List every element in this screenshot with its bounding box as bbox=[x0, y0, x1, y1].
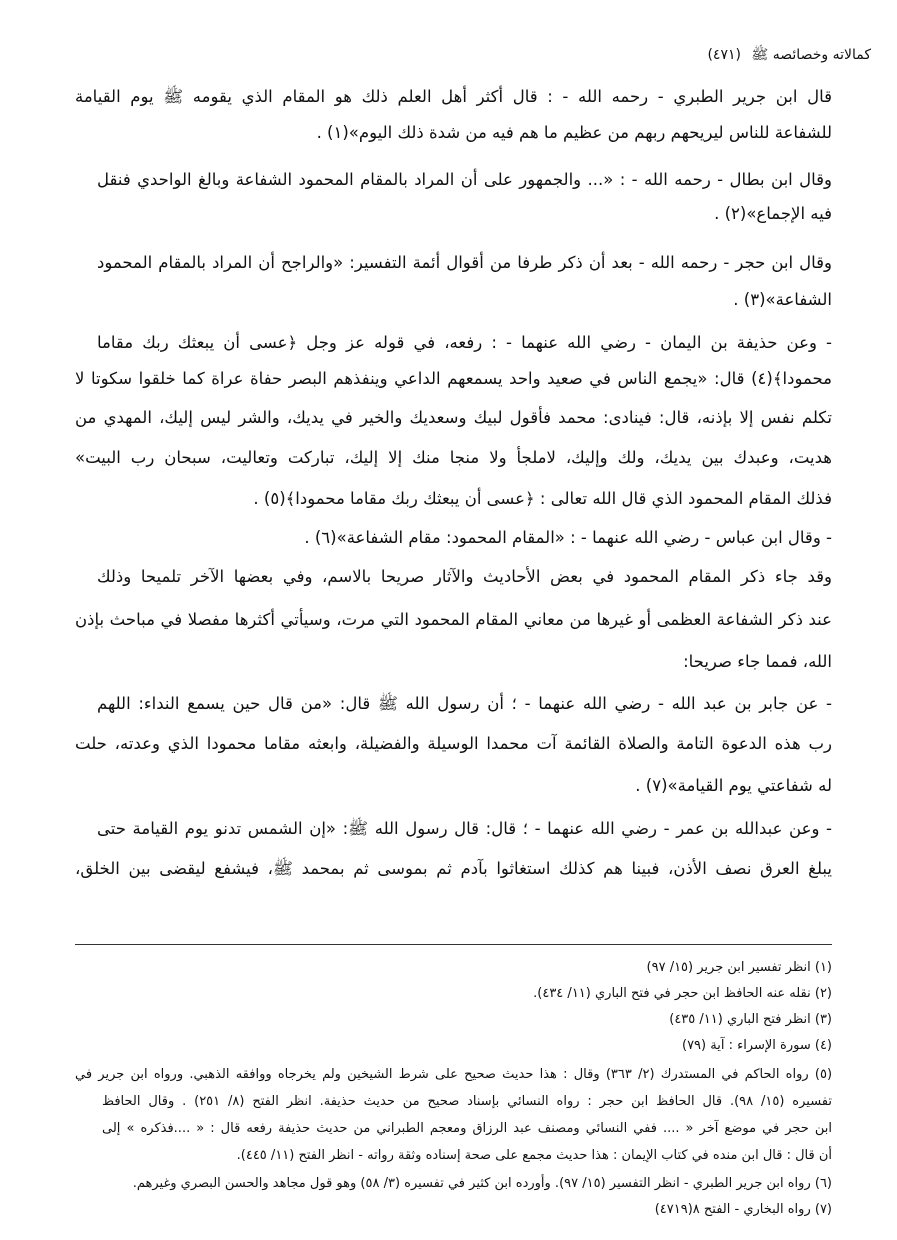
body-line: الله، فمما جاء صريحا: bbox=[683, 652, 832, 671]
footnote: (٦) رواه ابن جرير الطبري - انظر التفسير (١٥/ ٩٧). وأورده ابن كثير في تفسيره (٣/ ٥٨) وهو قول مجاهد والحسن البصري وغيرهم. bbox=[132, 1176, 832, 1191]
body-line: - عن جابر بن عبد الله - رضي الله عنهما - ؛ أن رسول الله ﷺ قال: «من قال حين يسمع النداء: اللهم bbox=[97, 694, 832, 713]
footnote: (٣) انظر فتح الباري (١١/ ٤٣٥) bbox=[669, 1012, 832, 1027]
body-line: وقد جاء ذكر المقام المحمود في بعض الأحاديث والآثار صريحا بالاسم، وفي بعضها الآخر تلميحا وذلك bbox=[97, 567, 832, 586]
body-line: يبلغ العرق نصف الأذن، فبينا هم كذلك استغاثوا بآدم ثم بموسى ثم بمحمد ﷺ، فيشفع ليقضى بين الخلق، bbox=[75, 859, 832, 878]
body-line: محمودا﴾(٤) قال: «يجمع الناس في صعيد واحد يسمعهم الداعي وينفذهم البصر حفاة عراة كما خلقوا سكوتا لا bbox=[75, 369, 832, 388]
body-line: فذلك المقام المحمود الذي قال الله تعالى : ﴿عسى أن يبعثك ربك مقاما محمودا﴾(٥) . bbox=[253, 489, 832, 508]
body-line: وقال ابن بطال - رحمه الله - : «... والجمهور على أن المراد بالمقام المحمود الشفاعة وبالغ الواحدي فنقل bbox=[97, 170, 832, 189]
footnote: (٧) رواه البخاري - الفتح ٨(٤٧١٩) bbox=[654, 1202, 832, 1217]
body-line: وقال ابن حجر - رحمه الله - بعد أن ذكر طرفا من أقوال أئمة التفسير: «والراجح أن المراد بالمقام المحمود bbox=[97, 253, 832, 272]
footnote: (٤) سورة الإسراء : آية (٧٩) bbox=[681, 1038, 832, 1053]
page-number: (٤٧١) bbox=[707, 47, 741, 63]
footnote-separator bbox=[75, 944, 832, 945]
body-line: هديت، وعبدك بين يديك، ولك وإليك، لاملجأ ولا منجا منك إلا إليك، تباركت وتعاليت، سبحان رب البيت» bbox=[75, 448, 832, 467]
body-line: - وقال ابن عباس - رضي الله عنهما - : «المقام المحمود: مقام الشفاعة»(٦) . bbox=[304, 528, 832, 547]
body-line: عند ذكر الشفاعة العظمى أو غيرها من معاني المقام المحمود التي مرت، وسيأتي أكثرها مفصلا في مباحث بإذن bbox=[75, 610, 832, 629]
body-line: رب هذه الدعوة التامة والصلاة القائمة آت محمدا الوسيلة والفضيلة، وابعثه مقاما محمودا الذي وعدته، حلت bbox=[75, 734, 832, 753]
body-line: فيه الإجماع»(٢) . bbox=[714, 204, 832, 223]
footnote-continuation: ابن حجر في موضع آخر « .... ففي النسائي ومصنف عبد الرزاق ومعجم الطبراني من حديث حذيفة رفعه قال : « ....فذكره » إلى bbox=[102, 1121, 832, 1136]
footnote-continuation: تفسيره (١٥/ ٩٨). قال الحافظ ابن حجر : رواه النسائي بإسناد صحيح من حديث حذيفة. انظر الفتح (٨/ ٢٥١) . وقال الحافظ bbox=[102, 1094, 833, 1109]
footnote-continuation: أن قال : قال ابن منده في كتاب الإيمان : هذا حديث مجمع على صحة إسناده وثقة رواته - انظر الفتح (١١/ ٤٤٥). bbox=[236, 1148, 832, 1163]
body-line: له شفاعتي يوم القيامة»(٧) . bbox=[635, 776, 832, 795]
body-line: - وعن عبدالله بن عمر - رضي الله عنهما - ؛ قال: قال رسول الله ﷺ: «إن الشمس تدنو يوم القيامة حتى bbox=[97, 819, 832, 838]
body-line: - وعن حذيفة بن اليمان - رضي الله عنهما - : رفعه، في قوله عز وجل ﴿عسى أن يبعثك ربك مقاما bbox=[97, 333, 832, 352]
header-title: كمالاته وخصائصه ﷺ bbox=[751, 47, 871, 63]
running-header bbox=[701, 46, 871, 66]
body-line: الشفاعة»(٣) . bbox=[733, 290, 832, 309]
footnote: (١) انظر تفسير ابن جرير (١٥/ ٩٧) bbox=[646, 960, 832, 975]
body-line: قال ابن جرير الطبري - رحمه الله - : قال أكثر أهل العلم ذلك هو المقام الذي يقومه ﷺ يوم القيامة bbox=[75, 87, 832, 106]
body-line: تكلم نفس إلا بإذنه، قال: فينادى: محمد فأقول لبيك وسعديك والخير في يديك، والشر ليس إليك، المهدي من bbox=[75, 408, 832, 427]
footnote: (٥) رواه الحاكم في المستدرك (٢/ ٣٦٣) وقال : هذا حديث صحيح على شرط الشيخين ولم يخرجاه ووافقه الذهبي. ورواه ابن جرير في bbox=[75, 1067, 833, 1082]
footnote: (٢) نقله عنه الحافظ ابن حجر في فتح الباري (١١/ ٤٣٤). bbox=[533, 986, 832, 1001]
body-line: للشفاعة للناس ليريحهم ربهم من عظيم ما هم فيه من شدة ذلك اليوم»(١) . bbox=[316, 123, 832, 142]
